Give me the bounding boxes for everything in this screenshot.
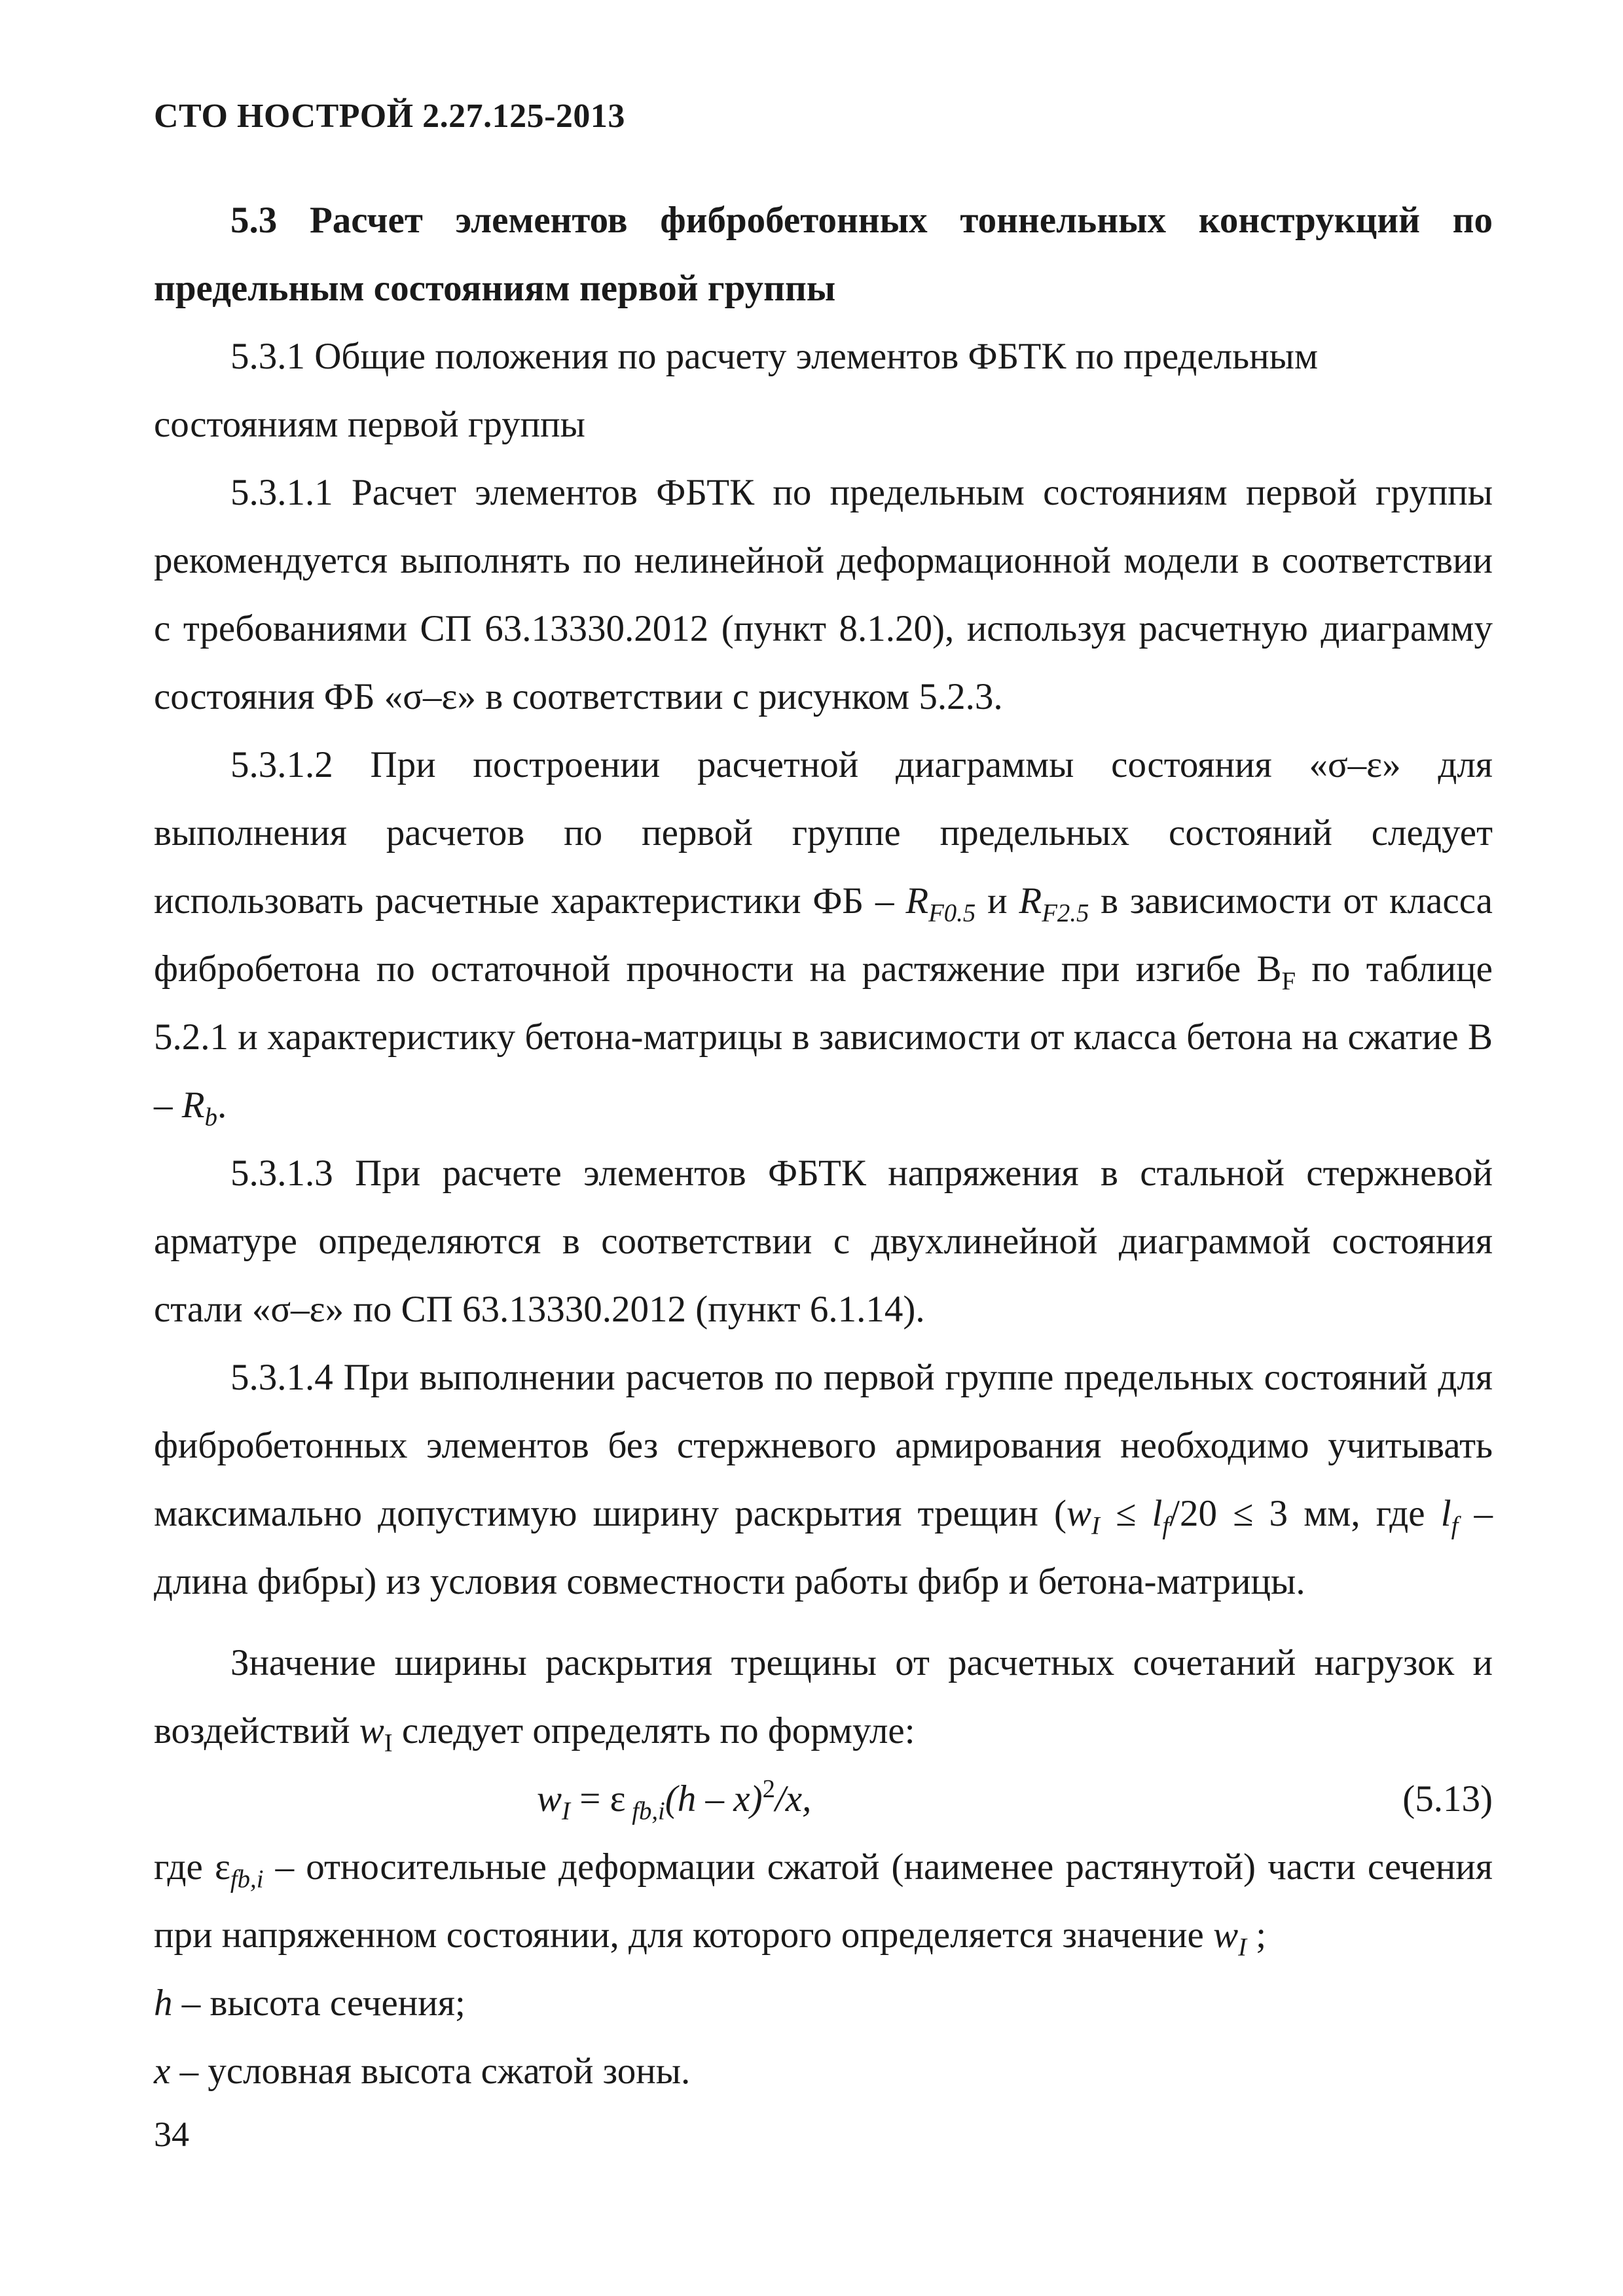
p4-div: /20 ≤ 3 мм, где (1169, 1493, 1441, 1534)
d1-text-b: – относительные деформации сжатой (наименее растянутой) части сечения при напряженном состоянии, для которого определяется значение (154, 1846, 1493, 1956)
p2-symbol-bf-sub: F (1281, 967, 1296, 996)
p4-symbol-w-sub: I (1091, 1511, 1100, 1540)
p2-symbol-rb: R (181, 1085, 205, 1126)
subsection-title-line1: 5.3.1 Общие положения по расчету элементов ФБТК по предельным (230, 336, 1319, 377)
p2-symbol-rb-sub: b (204, 1103, 217, 1132)
p5-symbol-w-sub: I (384, 1729, 393, 1757)
p2-symbol-r2-sub: F2.5 (1042, 899, 1089, 927)
p5-text-a: Значение ширины раскрытия трещины от расчетных сочетаний нагрузок и воздействий (154, 1642, 1493, 1751)
definition-epsilon (154, 1833, 1493, 1969)
p4-symbol-l-sub: f (1162, 1511, 1170, 1540)
d1-end: ; (1247, 1914, 1267, 1956)
d1-text-a: где ε (154, 1846, 230, 1888)
p5-symbol-w: w (359, 1710, 384, 1751)
document-header: СТО НОСТРОЙ 2.27.125-2013 (154, 98, 625, 135)
formula-eps-sub: fb,i (625, 1797, 665, 1825)
p4-text-b: – длина фибры) из условия совместности работы фибр и бетона-матрицы. (154, 1493, 1493, 1602)
p2-text-b: в зависимости от класса фибробетона по остаточной прочности на растяжение при изгибе В (154, 880, 1493, 990)
p2-symbol-r1: R (905, 880, 929, 922)
p4-text-a: 5.3.1.4 При выполнении расчетов по первой группе предельных состояний для фибробетонных элементов без стержневого армирования необходимо учитывать максимально допустимую ширину раскрытия трещин ( (154, 1357, 1493, 1534)
formula-eq: = ε (570, 1778, 626, 1820)
d1-symbol-w: w (1213, 1914, 1239, 1956)
paragraph-5-3-1-2 (154, 731, 1493, 1139)
p2-text-c: по таблице 5.2.1 и характеристику бетона-матрицы в зависимости от класса бетона на сжатие В – (154, 948, 1493, 1126)
d2-text: – высота сечения; (172, 1982, 465, 2024)
d1-sub: fb,i (230, 1865, 264, 1893)
formula-lhs: w (537, 1778, 562, 1820)
p4-symbol-l2-sub: f (1451, 1511, 1459, 1540)
paragraph-formula-intro (154, 1629, 1493, 1765)
definition-x (154, 2037, 1493, 2106)
definition-h (154, 1969, 1493, 2037)
p2-text-end: . (217, 1085, 227, 1126)
formula-expression (537, 1765, 811, 1833)
p2-text-a: 5.3.1.2 При построении расчетной диаграммы состояния «σ–ε» для выполнения расчетов по первой группе предельных состояний следует использовать расчетные характеристики ФБ – (154, 744, 1493, 922)
p4-le: ≤ (1099, 1493, 1152, 1534)
formula-lhs-sub: I (562, 1797, 570, 1825)
formula-paren: (h – x) (665, 1778, 763, 1820)
formula-sup: 2 (762, 1774, 775, 1803)
p2-text-and: и (976, 880, 1019, 922)
p2-symbol-r1-sub: F0.5 (928, 899, 976, 927)
paragraph-5-3-1-3: 5.3.1.3 При расчете элементов ФБТК напряжения в стальной стержневой арматуре определяются в соответствии с двухлинейной диаграммой состояния стали «σ–ε» по СП 63.13330.2012 (пункт 6.1.14). (154, 1153, 1493, 1330)
p4-symbol-w: w (1067, 1493, 1092, 1534)
section-title: 5.3 Расчет элементов фибробетонных тоннельных конструкций по предельным состояниям первой группы (154, 200, 1493, 309)
p4-symbol-l2: l (1440, 1493, 1451, 1534)
subsection-title (154, 323, 1493, 459)
paragraph-5-3-1-1: 5.3.1.1 Расчет элементов ФБТК по предельным состояниям первой группы рекомендуется выполнять по нелинейной деформационной модели в соответствии с требованиями СП 63.13330.2012 (пункт 8.1.20), используя расчетную диаграмму состояния ФБ «σ–ε» в соответствии с рисунком 5.2.3. (154, 472, 1493, 717)
p2-symbol-r2: R (1019, 880, 1042, 922)
document-body (154, 187, 1493, 2106)
p4-symbol-l: l (1152, 1493, 1163, 1534)
d2-symbol: h (154, 1982, 173, 2024)
spacer (154, 1616, 1493, 1629)
formula-rest: /x, (775, 1778, 812, 1820)
d1-symbol-w-sub: I (1238, 1933, 1247, 1962)
d3-symbol: x (154, 2051, 171, 2092)
p5-text-b: следует определять по формуле: (392, 1710, 915, 1751)
formula-number: (5.13) (1402, 1778, 1493, 1820)
formula-5-13 (154, 1765, 1493, 1833)
page-number: 34 (154, 2115, 189, 2154)
d3-text: – условная высота сжатой зоны. (170, 2051, 691, 2092)
paragraph-5-3-1-4 (154, 1344, 1493, 1616)
subsection-title-line2: состояниям первой группы (154, 404, 585, 445)
